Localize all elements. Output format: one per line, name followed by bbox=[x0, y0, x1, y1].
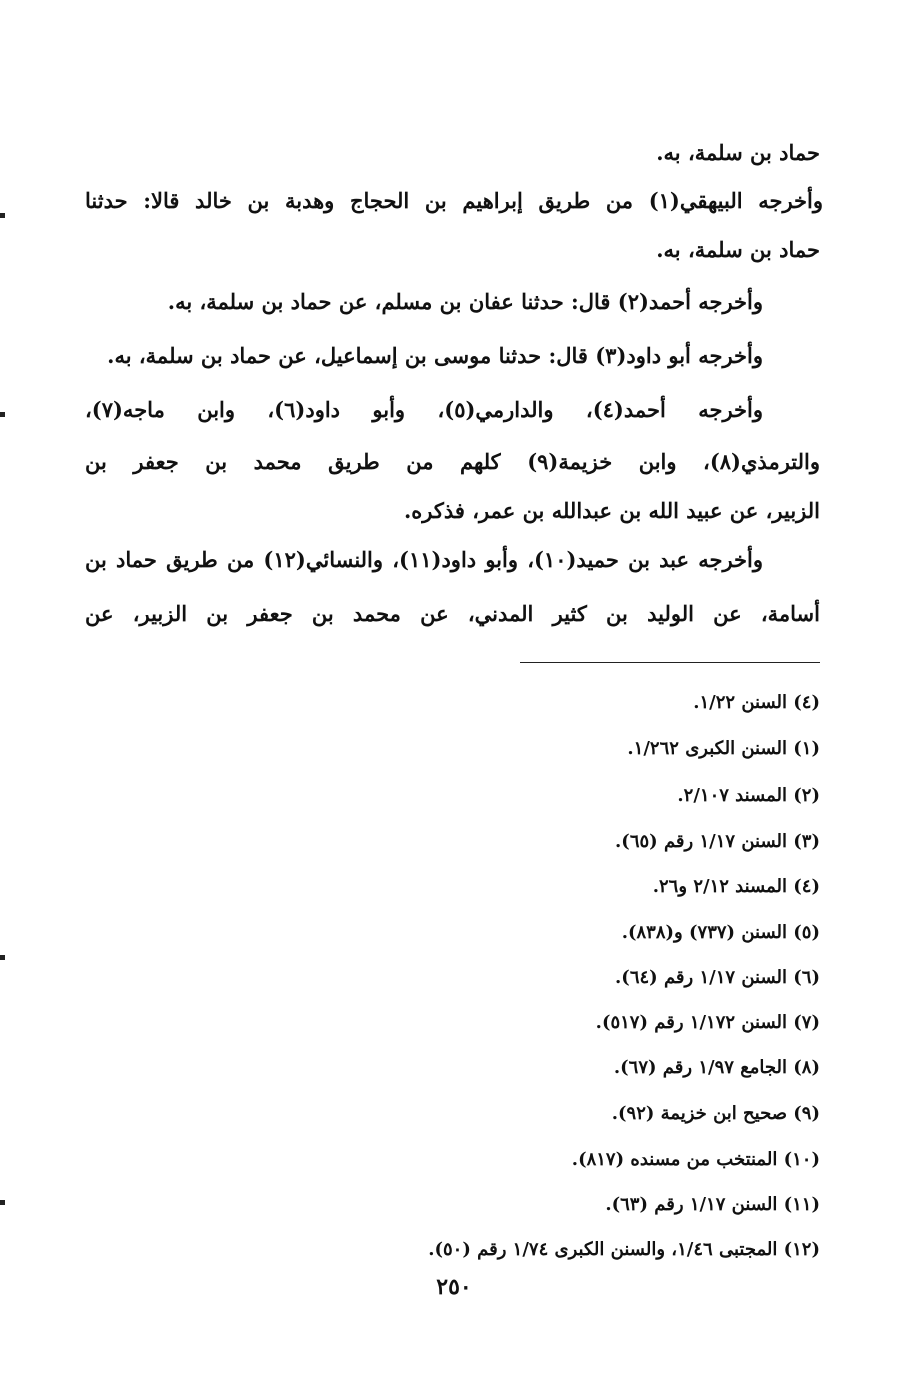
footnote: (٤) السنن ١/٢٢. bbox=[693, 692, 820, 713]
body-line: وأخرجه أبو داود(٣) قال: حدثنا موسى بن إسماعيل، عن حماد بن سلمة، به. bbox=[107, 343, 763, 368]
footnote: (٩) صحيح ابن خزيمة (٩٢). bbox=[611, 1103, 820, 1124]
footnote: (١٠) المنتخب من مسنده (٨١٧). bbox=[571, 1149, 820, 1170]
scan-mark bbox=[0, 412, 5, 417]
body-line: وأخرجه البيهقي(١) من طريق إبراهيم بن الحجاج وهدبة بن خالد قالا: حدثنا bbox=[85, 188, 824, 213]
footnote: (٦) السنن ١/١٧ رقم (٦٤). bbox=[615, 967, 820, 988]
footnote-separator bbox=[520, 662, 820, 663]
footnote: (٤) المسند ٢/١٢ و٢٦. bbox=[652, 876, 820, 897]
body-line: والترمذي(٨)، وابن خزيمة(٩) كلهم من طريق محمد بن جعفر بن bbox=[85, 449, 820, 474]
scan-mark bbox=[0, 213, 5, 218]
footnote: (١٢) المجتبى ١/٤٦، والسنن الكبرى ١/٧٤ رقم (٥٠). bbox=[428, 1239, 820, 1260]
body-line: حماد بن سلمة، به. bbox=[656, 140, 820, 165]
body-line: أسامة، عن الوليد بن كثير المدني، عن محمد بن جعفر بن الزبير، عن bbox=[85, 601, 820, 626]
body-line: وأخرجه أحمد(٤)، والدارمي(٥)، وأبو داود(٦)، وابن ماجه(٧)، bbox=[85, 397, 764, 422]
scan-mark bbox=[0, 1200, 5, 1205]
body-line: وأخرجه عبد بن حميد(١٠)، وأبو داود(١١)، والنسائي(١٢) من طريق حماد بن bbox=[85, 547, 764, 572]
footnote: (٢) المسند ٢/١٠٧. bbox=[677, 785, 820, 806]
scan-mark bbox=[0, 955, 5, 960]
body-line: الزبير، عن عبيد الله بن عبدالله بن عمر، فذكره. bbox=[403, 498, 820, 523]
body-line: وأخرجه أحمد(٢) قال: حدثنا عفان بن مسلم، عن حماد بن سلمة، به. bbox=[167, 289, 763, 314]
footnote: (١١) السنن ١/١٧ رقم (٦٣). bbox=[605, 1194, 820, 1215]
page-number: ٢٥٠ bbox=[436, 1274, 472, 1300]
footnote: (٥) السنن (٧٣٧) و(٨٣٨). bbox=[621, 922, 820, 943]
footnote: (٣) السنن ١/١٧ رقم (٦٥). bbox=[615, 831, 820, 852]
footnote: (٧) السنن ١/١٧٢ رقم (٥١٧). bbox=[595, 1012, 820, 1033]
footnote: (٨) الجامع ١/٩٧ رقم (٦٧). bbox=[613, 1057, 820, 1078]
footnote: (١) السنن الكبرى ١/٢٦٢. bbox=[627, 738, 820, 759]
body-line: حماد بن سلمة، به. bbox=[656, 237, 820, 262]
